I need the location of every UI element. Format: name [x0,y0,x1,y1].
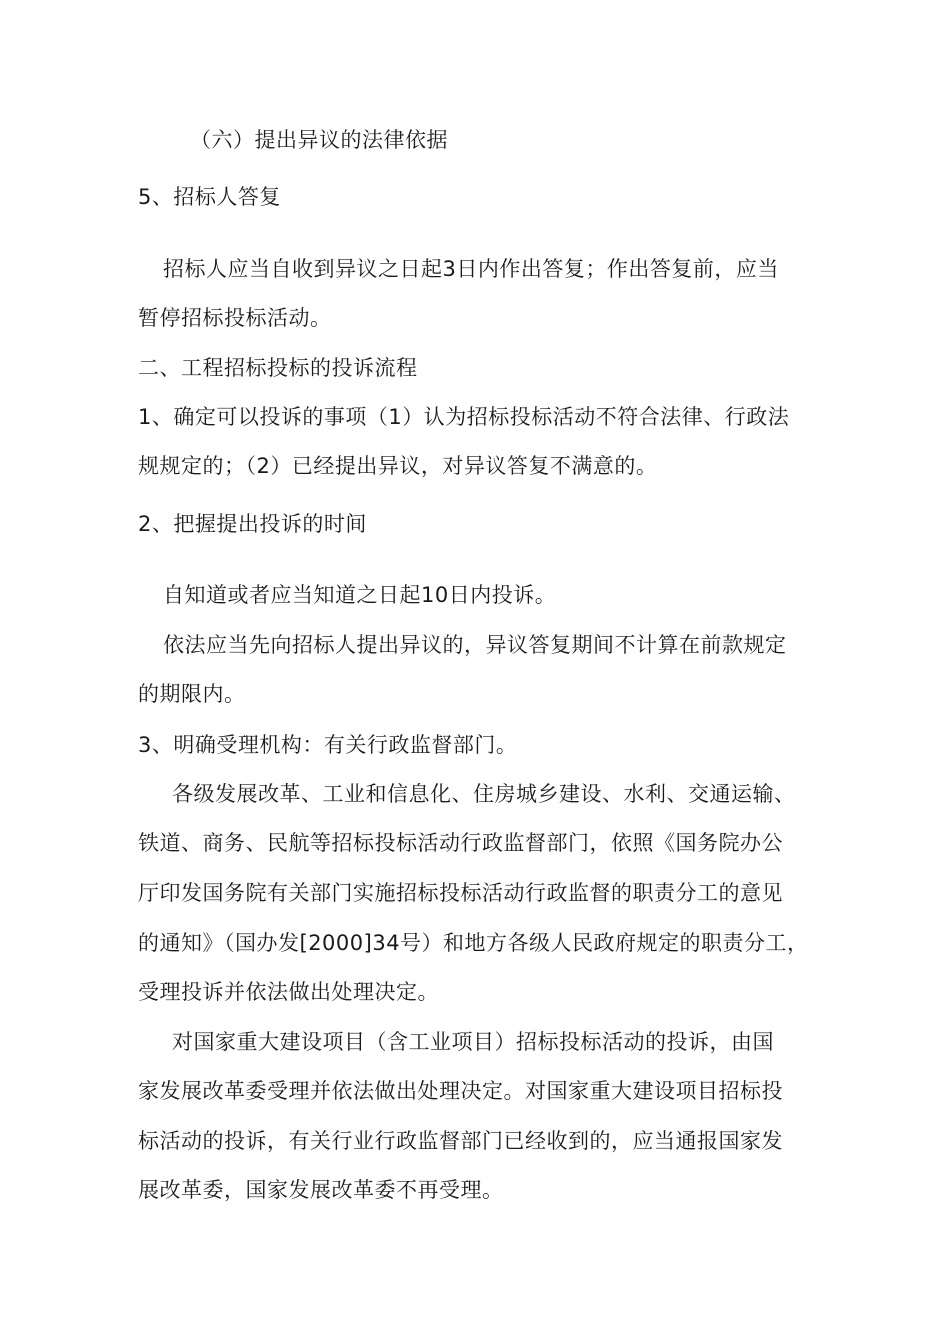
paragraph-line: 标活动的投诉，有关行业行政监督部门已经收到的，应当通报国家发 [138,1129,783,1153]
paragraph-line: 暂停招标投标活动。 [138,306,332,330]
section-heading-complaint-process: 二、工程招标投标的投诉流程 [138,356,418,380]
paragraph-line: 受理投诉并依法做出处理决定。 [138,980,439,1004]
paragraph-line: 规规定的；（2）已经提出异议，对异议答复不满意的。 [138,454,658,478]
paragraph-line: 自知道或者应当知道之日起10日内投诉。 [163,583,557,607]
paragraph-line: 的期限内。 [138,682,246,706]
heading-complaint-matters: 1、确定可以投诉的事项（1）认为招标投标活动不符合法律、行政法 [138,405,790,429]
heading-complaint-time: 2、把握提出投诉的时间 [138,512,367,536]
paragraph-line: 展改革委，国家发展改革委不再受理。 [138,1178,504,1202]
paragraph-line: 对国家重大建设项目（含工业项目）招标投标活动的投诉，由国 [172,1030,774,1054]
paragraph-line: 依法应当先向招标人提出异议的，异议答复期间不计算在前款规定 [163,633,787,657]
paragraph-line: 家发展改革委受理并依法做出处理决定。对国家重大建设项目招标投 [138,1079,783,1103]
heading-accepting-agency: 3、明确受理机构：有关行政监督部门。 [138,733,518,757]
paragraph-line: 的通知》（国办发[2000]34号）和地方各级人民政府规定的职责分工， [138,931,809,955]
paragraph-line: 各级发展改革、工业和信息化、住房城乡建设、水利、交通运输、 [172,782,796,806]
paragraph-line: 厅印发国务院有关部门实施招标投标活动行政监督的职责分工的意见 [138,881,783,905]
heading-tenderer-reply: 5、招标人答复 [138,185,281,209]
paragraph-line: 铁道、商务、民航等招标投标活动行政监督部门，依照《国务院办公 [138,831,783,855]
subheading-legal-basis: （六）提出异议的法律依据 [190,128,448,152]
paragraph-line: 招标人应当自收到异议之日起3日内作出答复；作出答复前，应当 [163,257,779,281]
